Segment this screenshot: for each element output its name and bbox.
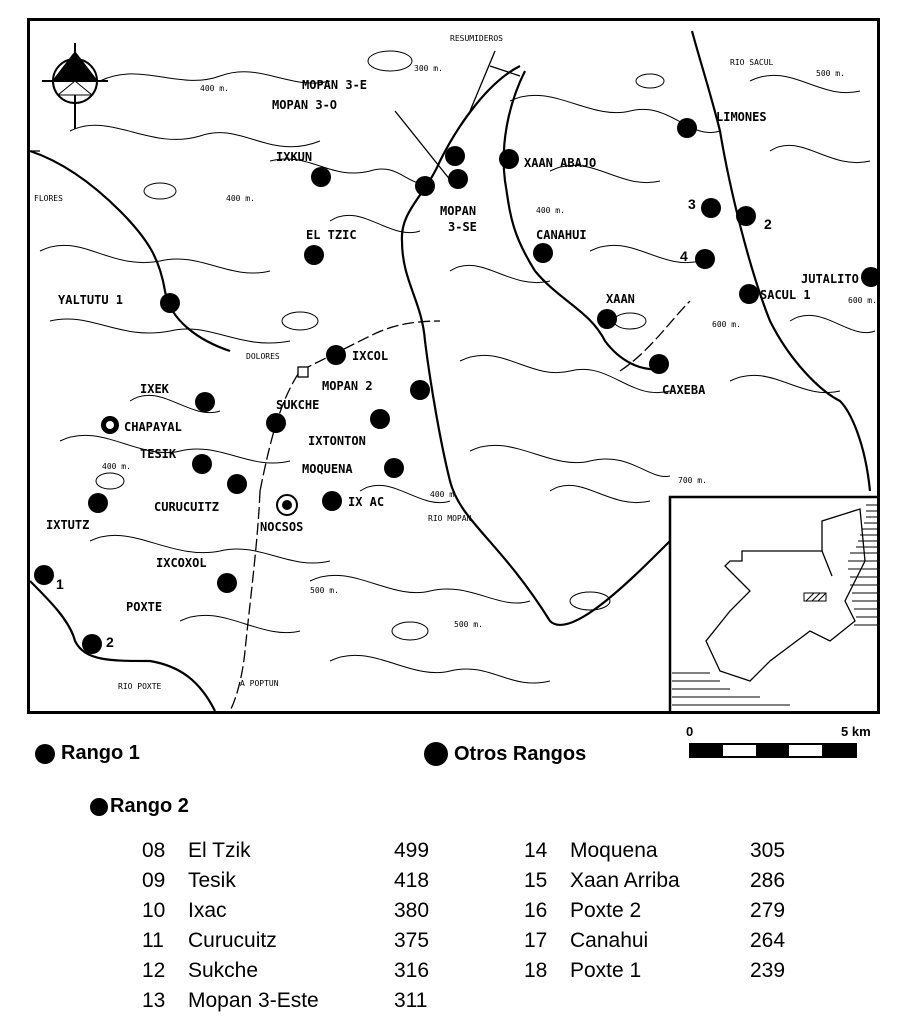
row-value: 239 (750, 959, 786, 982)
label-num-2b: 2 (106, 634, 114, 650)
row-name: Xaan Arriba (570, 869, 680, 892)
site-dot-yaltutu (160, 293, 180, 313)
row-value: 316 (394, 959, 430, 982)
table-row (142, 956, 442, 986)
label-nocsos: NOCSOS (260, 520, 304, 534)
row-name: Tesik (188, 869, 236, 892)
row-name: Moquena (570, 839, 658, 862)
pointer-arrows (30, 51, 520, 186)
label-moquena: MOQUENA (302, 462, 353, 476)
north-arrow-icon (42, 43, 108, 129)
row-value: 375 (394, 929, 430, 952)
row-value: 418 (394, 869, 430, 892)
label-mopan2: MOPAN 2 (322, 379, 373, 393)
site-dot-sukche (266, 413, 286, 433)
contour-600: 600 m. (848, 296, 877, 305)
label-num-1b: 1 (56, 576, 64, 592)
site-dot-2e (736, 206, 756, 226)
row-num: 09 (142, 869, 166, 892)
label-poxte: POXTE (126, 600, 163, 614)
row-num: 15 (524, 869, 548, 892)
legend-rango2-dot-icon (90, 798, 108, 816)
label-el-tzic: EL TZIC (306, 228, 357, 242)
site-dot-tesik (192, 454, 212, 474)
row-num: 18 (524, 959, 548, 982)
table-row (524, 866, 804, 896)
label-xaan: XAAN (606, 292, 635, 306)
label-a-poptun: A POPTUN (240, 679, 279, 688)
flores-road-line (30, 151, 230, 351)
label-jutalito: JUTALITO (801, 272, 859, 286)
site-dot-ixcoxol (217, 573, 237, 593)
legend-rango2-label: Rango 2 (110, 795, 189, 817)
row-value: 499 (394, 839, 430, 862)
site-dot-poxte1 (34, 565, 54, 585)
row-name: Poxte 1 (570, 959, 642, 982)
site-dot-ixek (195, 392, 215, 412)
legend-rango2 (90, 795, 189, 818)
label-mopan3o: MOPAN 3-O (272, 98, 338, 112)
site-dot-ixcol (326, 345, 346, 365)
inset-map (670, 497, 877, 711)
table-row (524, 896, 804, 926)
rio-sacul-line (692, 31, 870, 491)
site-dot-moquena (384, 458, 404, 478)
row-name: Canahui (570, 929, 649, 952)
row-name: Curucuitz (188, 929, 277, 952)
row-num: 10 (142, 899, 166, 922)
site-dot-sacul1 (739, 284, 759, 304)
table-row (524, 956, 804, 986)
label-ixtonton: IXTONTON (308, 434, 366, 448)
legend-rango1-label: Rango 1 (61, 742, 140, 764)
label-limones: LIMONES (716, 110, 767, 124)
legend-rango1 (35, 742, 140, 765)
row-value: 380 (394, 899, 430, 922)
site-dot-poxte2 (82, 634, 102, 654)
site-dot-ixkun (311, 167, 331, 187)
legend-otros (424, 742, 586, 766)
table-row (524, 926, 804, 956)
table-row (142, 866, 442, 896)
label-ixek: IXEK (140, 382, 169, 396)
label-dolores: DOLORES (246, 352, 280, 361)
row-value: 311 (394, 989, 428, 1012)
site-dot-jutalito (861, 267, 877, 287)
site-dot-el-tzic (304, 245, 324, 265)
site-dot-mopan3e (445, 146, 465, 166)
row-num: 13 (142, 989, 166, 1012)
table-row (142, 986, 442, 1016)
site-dot-xaan-abajo (499, 149, 519, 169)
contour-400a: 400 m. (200, 84, 229, 93)
table-row (142, 836, 442, 866)
label-chapayal: CHAPAYAL (124, 420, 182, 434)
label-mopan3se-b: 3-SE (448, 220, 477, 234)
contour-400c: 400 m. (536, 206, 565, 215)
legend-otros-dot-icon (424, 742, 448, 766)
site-dot-mopan2 (410, 380, 430, 400)
contour-400b: 400 m. (226, 194, 255, 203)
contour-500c: 500 m. (454, 620, 483, 629)
label-caxeba: CAXEBA (662, 383, 706, 397)
row-name: El Tzik (188, 839, 251, 862)
site-dot-caxeba (649, 354, 669, 374)
contour-400e: 400 m. (430, 490, 459, 499)
label-num-3: 3 (688, 196, 696, 212)
map-canvas (30, 21, 877, 711)
contour-700: 700 m. (678, 476, 707, 485)
contour-500b: 500 m. (310, 586, 339, 595)
contour-400d: 400 m. (102, 462, 131, 471)
row-name: Sukche (188, 959, 259, 982)
row-value: 264 (750, 929, 786, 952)
table-row (524, 836, 804, 866)
label-curucuitz: CURUCUITZ (154, 500, 220, 514)
label-mopan3e: MOPAN 3-E (302, 78, 368, 92)
label-sukche: SUKCHE (276, 398, 320, 412)
label-rio-poxte: RIO POXTE (118, 682, 162, 691)
site-dot-xaan (597, 309, 617, 329)
label-sacul1: SACUL 1 (760, 288, 811, 302)
row-name: Poxte 2 (570, 899, 642, 922)
site-dot-ixtutz (88, 493, 108, 513)
site-dot-mopan3o (415, 176, 435, 196)
legend-rango1-dot-icon (35, 744, 55, 764)
table-row (142, 926, 442, 956)
site-dot-limones (677, 118, 697, 138)
contour-500a: 500 m. (816, 69, 845, 78)
rio-mopan-east-line (504, 71, 660, 369)
label-xaan-abajo: XAAN ABAJO (524, 156, 597, 170)
label-tesik: TESIK (140, 447, 177, 461)
row-num: 14 (524, 839, 548, 862)
rio-mopan-line (402, 66, 670, 625)
label-ixac: IX AC (348, 495, 385, 509)
label-ixcol: IXCOL (352, 349, 389, 363)
row-value: 279 (750, 899, 786, 922)
label-rio-mopan: RIO MOPAN (428, 514, 472, 523)
table-row (142, 896, 442, 926)
label-num-4: 4 (680, 248, 688, 264)
site-dot-curucuitz (227, 474, 247, 494)
label-ixkun: IXKUN (276, 150, 313, 164)
label-mopan3se-a: MOPAN (440, 204, 477, 218)
site-dot-4 (695, 249, 715, 269)
label-canahui: CANAHUI (536, 228, 587, 242)
row-name: Mopan 3-Este (188, 989, 319, 1012)
label-num-2e: 2 (764, 216, 772, 232)
site-dot-canahui (533, 243, 553, 263)
label-yaltutu: YALTUTU 1 (58, 293, 124, 307)
rio-poxte-line (30, 581, 215, 711)
contour-600b: 600 m. (712, 320, 741, 329)
scale-five-label: 5 km (841, 724, 871, 739)
row-num: 16 (524, 899, 548, 922)
table-left (142, 836, 442, 1016)
legend-otros-label: Otros Rangos (454, 742, 587, 765)
row-value: 305 (750, 839, 786, 862)
table-right (524, 836, 804, 986)
row-num: 08 (142, 839, 166, 862)
row-name: Ixac (188, 899, 227, 922)
scale-bar-graphic (689, 743, 859, 759)
label-resumideros: RESUMIDEROS (450, 34, 503, 43)
contour-300: 300 m. (414, 64, 443, 73)
scale-zero-label: 0 (686, 724, 694, 739)
row-num: 17 (524, 929, 548, 952)
site-dot-ixtonton (370, 409, 390, 429)
site-dot-ixac (322, 491, 342, 511)
site-dot-mopan3se (448, 169, 468, 189)
scale-bar (686, 724, 879, 764)
label-ixcoxol: IXCOXOL (156, 556, 207, 570)
label-ixtutz: IXTUTZ (46, 518, 90, 532)
label-flores: FLORES (34, 194, 63, 203)
row-num: 11 (142, 929, 164, 952)
map-frame (27, 18, 880, 714)
label-rio-sacul: RIO SACUL (730, 58, 774, 67)
dolores-marker (298, 367, 308, 377)
row-value: 286 (750, 869, 786, 892)
site-dot-3 (701, 198, 721, 218)
row-num: 12 (142, 959, 166, 982)
